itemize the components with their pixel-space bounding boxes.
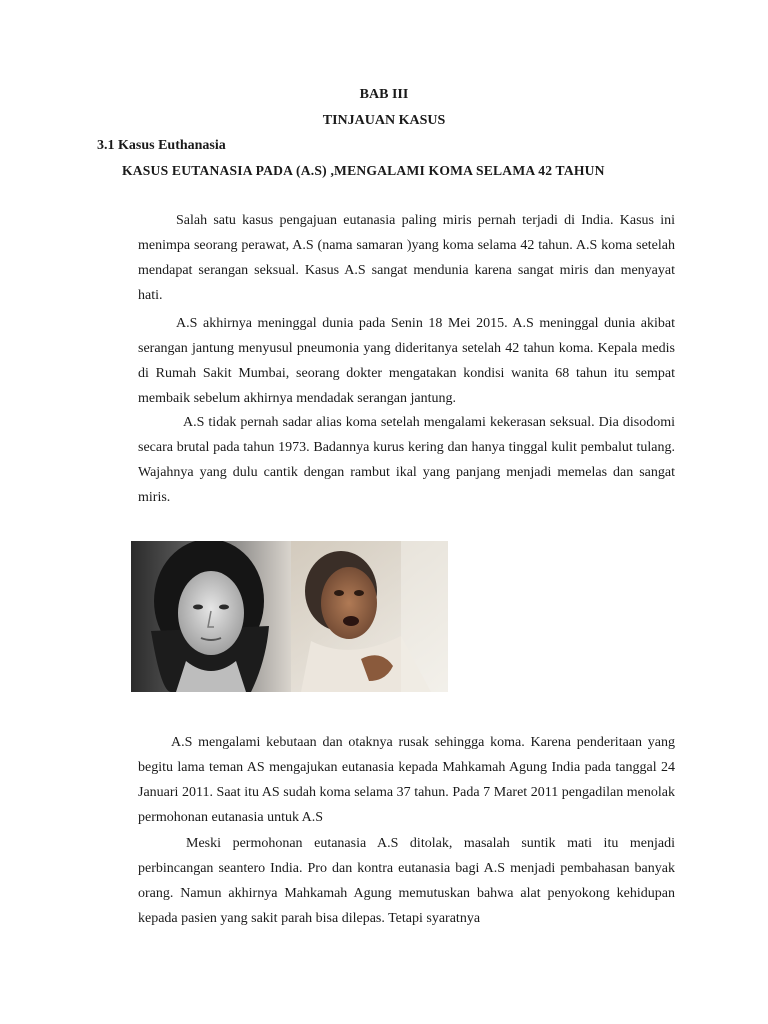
paragraph-4: A.S mengalami kebutaan dan otaknya rusak sehingga koma. Karena penderitaan yang begitu lama teman AS mengajukan eutanasia kepada Mahkamah Agung India pada tanggal 24 Januari 2011. Saat itu AS sudah koma selama 37 tahun. Pada 7 Maret 2011 pengadilan menolak permohonan eutanasia untuk A.S [138,735,675,825]
case-title: KASUS EUTANASIA PADA (A.S) ,MENGALAMI KOMA SELAMA 42 TAHUN [122,163,605,178]
section-heading: 3.1 Kasus Euthanasia [97,138,226,153]
paragraph-5: Meski permohonan eutanasia A.S ditolak, masalah suntik mati itu menjadi perbincangan seantero India. Pro dan kontra eutanasia bagi A.S menjadi pembahasan banyak orang. Namun akhirnya Mahkamah Agung memutuskan bahwa alat penyokong kehidupan kepada pasien yang sakit parah bisa dilepas. Tetapi syaratnya [138,836,675,926]
paragraph-2: A.S akhirnya meninggal dunia pada Senin 18 Mei 2015. A.S meninggal dunia akibat serangan jantung menyusul pneumonia yang dideritanya setelah 42 tahun koma. Kepala medis di Rumah Sakit Mumbai, seorang dokter mengatakan kondisi wanita 68 tahun itu sempat membaik sebelum akhirnya mendadak serangan jantung. [138,316,675,406]
paragraph-1: Salah satu kasus pengajuan eutanasia paling miris pernah terjadi di India. Kasus ini menimpa seorang perawat, A.S (nama samaran )yang koma selama 42 tahun. A.S koma setelah mendapat serangan seksual. Kasus A.S sangat mendunia karena sangat miris dan menyayat hati. [138,213,675,303]
photo-illustration [131,541,448,692]
photo-before-after [131,541,448,692]
chapter-title: TINJAUAN KASUS [322,113,446,128]
chapter-label: BAB III [359,87,409,102]
paragraph-3: A.S tidak pernah sadar alias koma setelah mengalami kekerasan seksual. Dia disodomi secara brutal pada tahun 1973. Badannya kurus kering dan hanya tinggal kulit pembalut tulang. Wajahnya yang dulu cantik dengan rambut ikal yang panjang menjadi memelas dan sangat miris. [138,415,675,505]
